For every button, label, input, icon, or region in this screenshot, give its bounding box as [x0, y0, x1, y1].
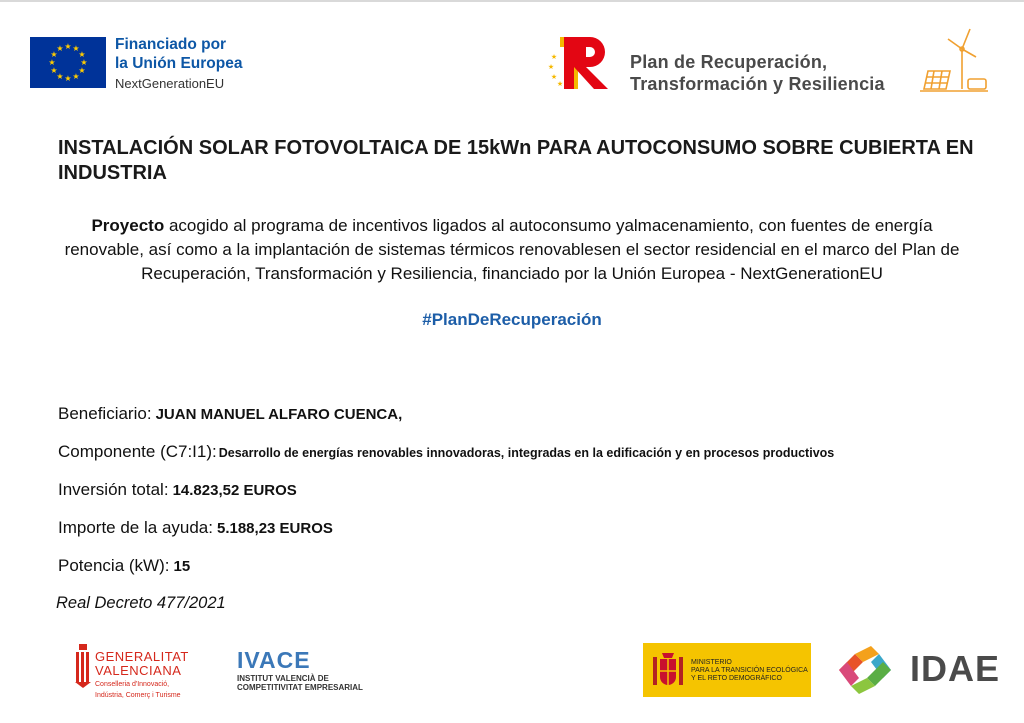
ivace-line-2: COMPETITIVITAT EMPRESARIAL [237, 683, 363, 692]
top-rule [0, 0, 1024, 2]
svg-text:★: ★ [56, 44, 64, 53]
page-title: INSTALACIÓN SOLAR FOTOVOLTAICA DE 15kWn PARA AUTOCONSUMO SOBRE CUBIERTA EN INDUSTRIA [58, 137, 974, 184]
eu-line-1: Financiado por [115, 36, 227, 53]
generalitat-text [95, 650, 189, 700]
componente-label: Componente (C7:I1): [58, 442, 217, 461]
ministry-line-3: Y EL RETO DEMOGRÁFICO [691, 675, 782, 682]
eu-line-3: NextGenerationEU [115, 76, 225, 91]
ministry-text [691, 659, 808, 683]
ministry-logo [643, 643, 811, 697]
inversion-value: 14.823,52 EUROS [172, 482, 297, 499]
ministry-line-1: MINISTERIO [691, 659, 732, 666]
gva-line-3: Conselleria d'Innovació, [95, 681, 170, 688]
description-lead: Proyecto [91, 216, 165, 235]
svg-text:★: ★ [50, 50, 58, 59]
prtr-line-2: Transformación y Resiliencia [630, 74, 885, 94]
eu-flag-icon [30, 37, 106, 88]
eu-funding-text [115, 35, 242, 93]
beneficiario-value: JUAN MANUEL ALFARO CUENCA, [155, 406, 403, 423]
eu-line-2: la Unión Europea [115, 55, 243, 72]
componente-value: Desarrollo de energías renovables innovadoras, integradas en la edificación y en procesos productivos [218, 446, 835, 460]
svg-text:★: ★ [64, 74, 72, 83]
svg-text:★: ★ [550, 53, 558, 61]
svg-text:★: ★ [72, 44, 80, 53]
ivace-line-1: INSTITUT VALENCIÀ DE [237, 674, 329, 683]
field-beneficiario [58, 404, 402, 424]
svg-text:★: ★ [56, 72, 64, 81]
potencia-value: 15 [173, 558, 191, 575]
gva-line-4: Indústria, Comerç i Turisme [95, 692, 181, 699]
field-inversion [58, 480, 297, 500]
idae-logo-icon [826, 642, 904, 698]
svg-text:★: ★ [550, 73, 558, 81]
description-text: acogido al programa de incentivos ligados al autoconsumo yalmacenamiento, con fuentes de energía renovable, así como a la implantación de sistemas térmicos renovablesen el sector residencial en el marco del Plan de Recuperación, Transformación y Resiliencia, financiado por la Unión Europea - NextGenerationEU [64, 216, 960, 283]
beneficiario-label: Beneficiario: [58, 404, 152, 423]
field-componente [58, 442, 834, 462]
ivace-subtitle [237, 674, 363, 692]
importe-label: Importe de la ayuda: [58, 518, 213, 537]
svg-text:★: ★ [50, 66, 58, 75]
prtr-logo-icon [546, 33, 616, 93]
importe-value: 5.188,23 EUROS [216, 520, 333, 537]
svg-text:★: ★ [78, 66, 86, 75]
ministry-line-2: PARA LA TRANSICIÓN ECOLÓGICA [691, 667, 808, 674]
field-importe [58, 518, 333, 538]
svg-text:★: ★ [80, 58, 88, 67]
prtr-text [630, 51, 885, 95]
ivace-logo: IVACE [237, 647, 311, 673]
svg-text:★: ★ [547, 63, 555, 71]
svg-text:★: ★ [48, 58, 56, 67]
decree-reference: Real Decreto 477/2021 [56, 594, 226, 612]
gva-line-2: VALENCIANA [95, 663, 182, 678]
spain-coat-of-arms-icon [651, 651, 685, 691]
wind-turbine-solar-icon [918, 27, 990, 97]
project-description [52, 214, 972, 286]
svg-text:★: ★ [64, 42, 72, 51]
field-potencia [58, 556, 190, 576]
svg-text:★: ★ [556, 80, 564, 88]
prtr-line-1: Plan de Recuperación, [630, 52, 828, 72]
svg-text:★: ★ [72, 72, 80, 81]
inversion-label: Inversión total: [58, 480, 169, 499]
idae-wordmark: IDAE [910, 648, 1001, 689]
generalitat-logo-icon [72, 644, 94, 688]
svg-text:★: ★ [78, 50, 86, 59]
hashtag: #PlanDeRecuperación [422, 310, 602, 329]
potencia-label: Potencia (kW): [58, 556, 170, 575]
gva-line-1: GENERALITAT [95, 649, 189, 664]
